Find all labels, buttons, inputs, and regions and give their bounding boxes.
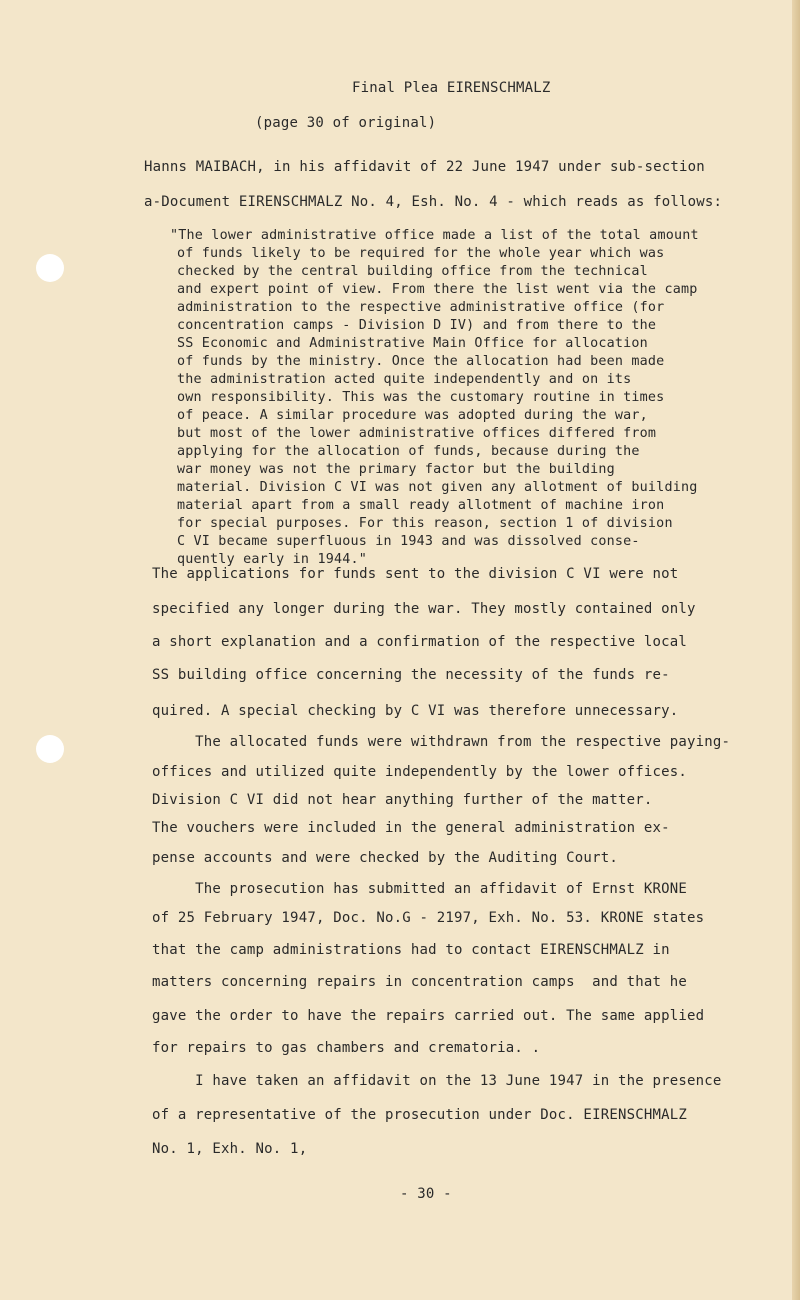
quote-line: of funds by the ministry. Once the allocation had been made <box>177 354 665 369</box>
body-line: The prosecution has submitted an affidavit of Ernst KRONE <box>152 881 687 897</box>
body-line: matters concerning repairs in concentration camps and that he <box>152 974 687 990</box>
quote-line: and expert point of view. From there the list went via the camp <box>177 282 698 297</box>
quote-line: applying for the allocation of funds, because during the <box>177 444 640 459</box>
body-line: a short explanation and a confirmation of the respective local <box>152 634 687 650</box>
quote-line: war money was not the primary factor but the building <box>177 462 615 477</box>
body-line: SS building office concerning the necessity of the funds re- <box>152 667 670 683</box>
quote-line: SS Economic and Administrative Main Office for allocation <box>177 336 648 351</box>
body-line: for repairs to gas chambers and crematoria. . <box>152 1040 541 1056</box>
body-line: of a representative of the prosecution under Doc. EIRENSCHMALZ <box>152 1107 687 1123</box>
quote-line: administration to the respective administrative office (for <box>177 300 665 315</box>
body-line: Division C VI did not hear anything further of the matter. <box>152 792 653 808</box>
body-line: The applications for funds sent to the division C VI were not <box>152 566 679 582</box>
quote-line: material. Division C VI was not given any allotment of building <box>177 480 698 495</box>
body-line: offices and utilized quite independently by the lower offices. <box>152 764 687 780</box>
intro-line: Hanns MAIBACH, in his affidavit of 22 June 1947 under sub-section <box>144 159 705 175</box>
quote-line: the administration acted quite independently and on its <box>177 372 632 387</box>
quote-line: checked by the central building office from the technical <box>177 264 648 279</box>
page-of-original: (page 30 of original) <box>255 115 437 131</box>
body-line: The vouchers were included in the general administration ex- <box>152 820 670 836</box>
quote-line: of funds likely to be required for the whole year which was <box>177 246 665 261</box>
page-edge <box>792 0 800 1300</box>
quote-line: own responsibility. This was the customary routine in times <box>177 390 665 405</box>
body-line: quired. A special checking by C VI was therefore unnecessary. <box>152 703 679 719</box>
body-line: of 25 February 1947, Doc. No.G - 2197, Exh. No. 53. KRONE states <box>152 910 705 926</box>
body-line: gave the order to have the repairs carried out. The same applied <box>152 1008 705 1024</box>
quote-line: material apart from a small ready allotment of machine iron <box>177 498 665 513</box>
body-line: No. 1, Exh. No. 1, <box>152 1141 308 1157</box>
quote-line: quently early in 1944." <box>177 552 368 567</box>
body-line: The allocated funds were withdrawn from the respective paying- <box>152 734 731 750</box>
page-number: - 30 - <box>400 1186 452 1202</box>
body-line: pense accounts and were checked by the Auditing Court. <box>152 850 618 866</box>
quote-line: of peace. A similar procedure was adopted during the war, <box>177 408 648 423</box>
body-line: specified any longer during the war. They mostly contained only <box>152 601 696 617</box>
body-line: that the camp administrations had to contact EIRENSCHMALZ in <box>152 942 670 958</box>
punch-hole-bottom <box>36 735 64 763</box>
quote-line: C VI became superfluous in 1943 and was dissolved conse- <box>177 534 640 549</box>
quote-line: concentration camps - Division D IV) and from there to the <box>177 318 657 333</box>
body-line: I have taken an affidavit on the 13 June 1947 in the presence <box>152 1073 722 1089</box>
intro-line: a-Document EIRENSCHMALZ No. 4, Esh. No. 4 - which reads as follows: <box>144 194 723 210</box>
document-title: Final Plea EIRENSCHMALZ <box>352 80 551 96</box>
quote-line: for special purposes. For this reason, section 1 of division <box>177 516 673 531</box>
quote-line: but most of the lower administrative offices differed from <box>177 426 657 441</box>
quote-line: "The lower administrative office made a list of the total amount <box>170 228 699 243</box>
punch-hole-top <box>36 254 64 282</box>
